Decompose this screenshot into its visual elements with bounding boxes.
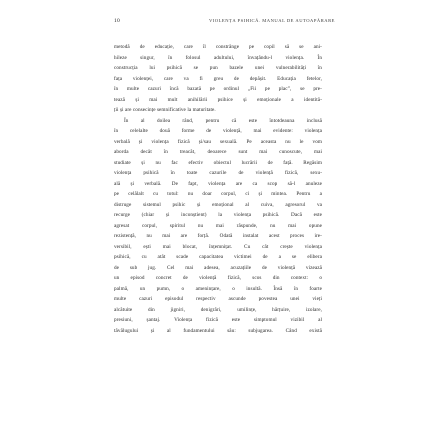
- text-line: studiate și nu fac efectiv obiectul lucrării de față. Regăsim: [114, 159, 322, 166]
- text-line: psihică, cu atât scade capacitatea victimei de a se elibera: [114, 254, 322, 260]
- text-line: tăvălugului și al fundamentului său: subjugarea. Când există: [114, 327, 322, 334]
- text-line: construcția lui psihică se pun bazele unei vulnerabilități în: [114, 65, 322, 71]
- text-line: aborda decât în treacăt, deoarece sunt mai cunoscute, mai: [114, 149, 322, 155]
- text-line: în celelalte două forme de violență, mai evidente: violența: [114, 128, 322, 134]
- text-line: În al doilea rând, pentru că este întotdeauna inclusă: [124, 117, 322, 124]
- body-text: [114, 42, 322, 336]
- text-line: hileze singur, în folosul adultului, învațându-l violența. În: [114, 54, 322, 61]
- text-line: în multe cazuri încă bazată pe ordinul „Fii pe plac”, se pre-: [114, 86, 322, 92]
- text-line: distruge sistemul psihic și emoțional al cuiva, agresorul va: [114, 201, 322, 208]
- text-line: agresat corpul, spiritul nu mai răspunde, nu mai opune: [114, 222, 322, 229]
- text-line: de sub jug. Cel mai adesea, acuzațiile de violență vizează: [114, 264, 322, 271]
- text-line: fața violenței, care va fi greu de depășit. Educația fetelor,: [114, 75, 322, 82]
- text-line: verbală și violența fizică și/sau sexuală. Pe aceasta nu le vom: [114, 138, 322, 145]
- text-line: alcătuite din jigniri, denigrări, umilințe, hărțuire, izolare,: [114, 306, 322, 313]
- text-line: presiuni, șantaj. Violența fizică este simptomul vizibil al: [114, 317, 322, 323]
- text-line: ții și are consecințe semnificative la maturitate.: [114, 107, 216, 113]
- text-line: recurge (chiar și inconștient) la violența psihică. Dacă este: [114, 212, 322, 218]
- text-line: un episod concret de violență fizică, scos din context: o: [114, 275, 322, 281]
- text-line: rezistență, nu mai are forță. Odată instalat acest proces ire-: [114, 233, 322, 239]
- text-line: versibil, ești mai blocat, înțemnițat. Cu cât crește violența: [114, 243, 322, 250]
- text-line: multe cazuri episodul respectiv ascunde povestea unei vieți: [114, 296, 322, 302]
- book-title-header: VIOLENȚA PSIHICĂ. MANUAL DE AUTOAPĂRARE: [208, 18, 335, 23]
- running-header: [114, 16, 335, 26]
- text-line: metodă de educație, care îl constrânge pe copil să se ani-: [114, 44, 322, 50]
- page-number: 10: [114, 18, 121, 24]
- text-line: palmă, un pumn, o amenințare, o insultă. Însă în foarte: [114, 285, 322, 292]
- text-line: pe celălalt cu totul: nu doar corpul, ci și mintea. Pentru a: [114, 191, 322, 197]
- text-line: tează și mai mult anihilării psihice și emoționale a identită-: [114, 96, 322, 103]
- text-line: ală și verbală. De fapt, violența are ca scop să-l anuleze: [114, 180, 322, 187]
- text-line: violența psihică în toate cazurile de violență fizică, sexu-: [114, 170, 322, 176]
